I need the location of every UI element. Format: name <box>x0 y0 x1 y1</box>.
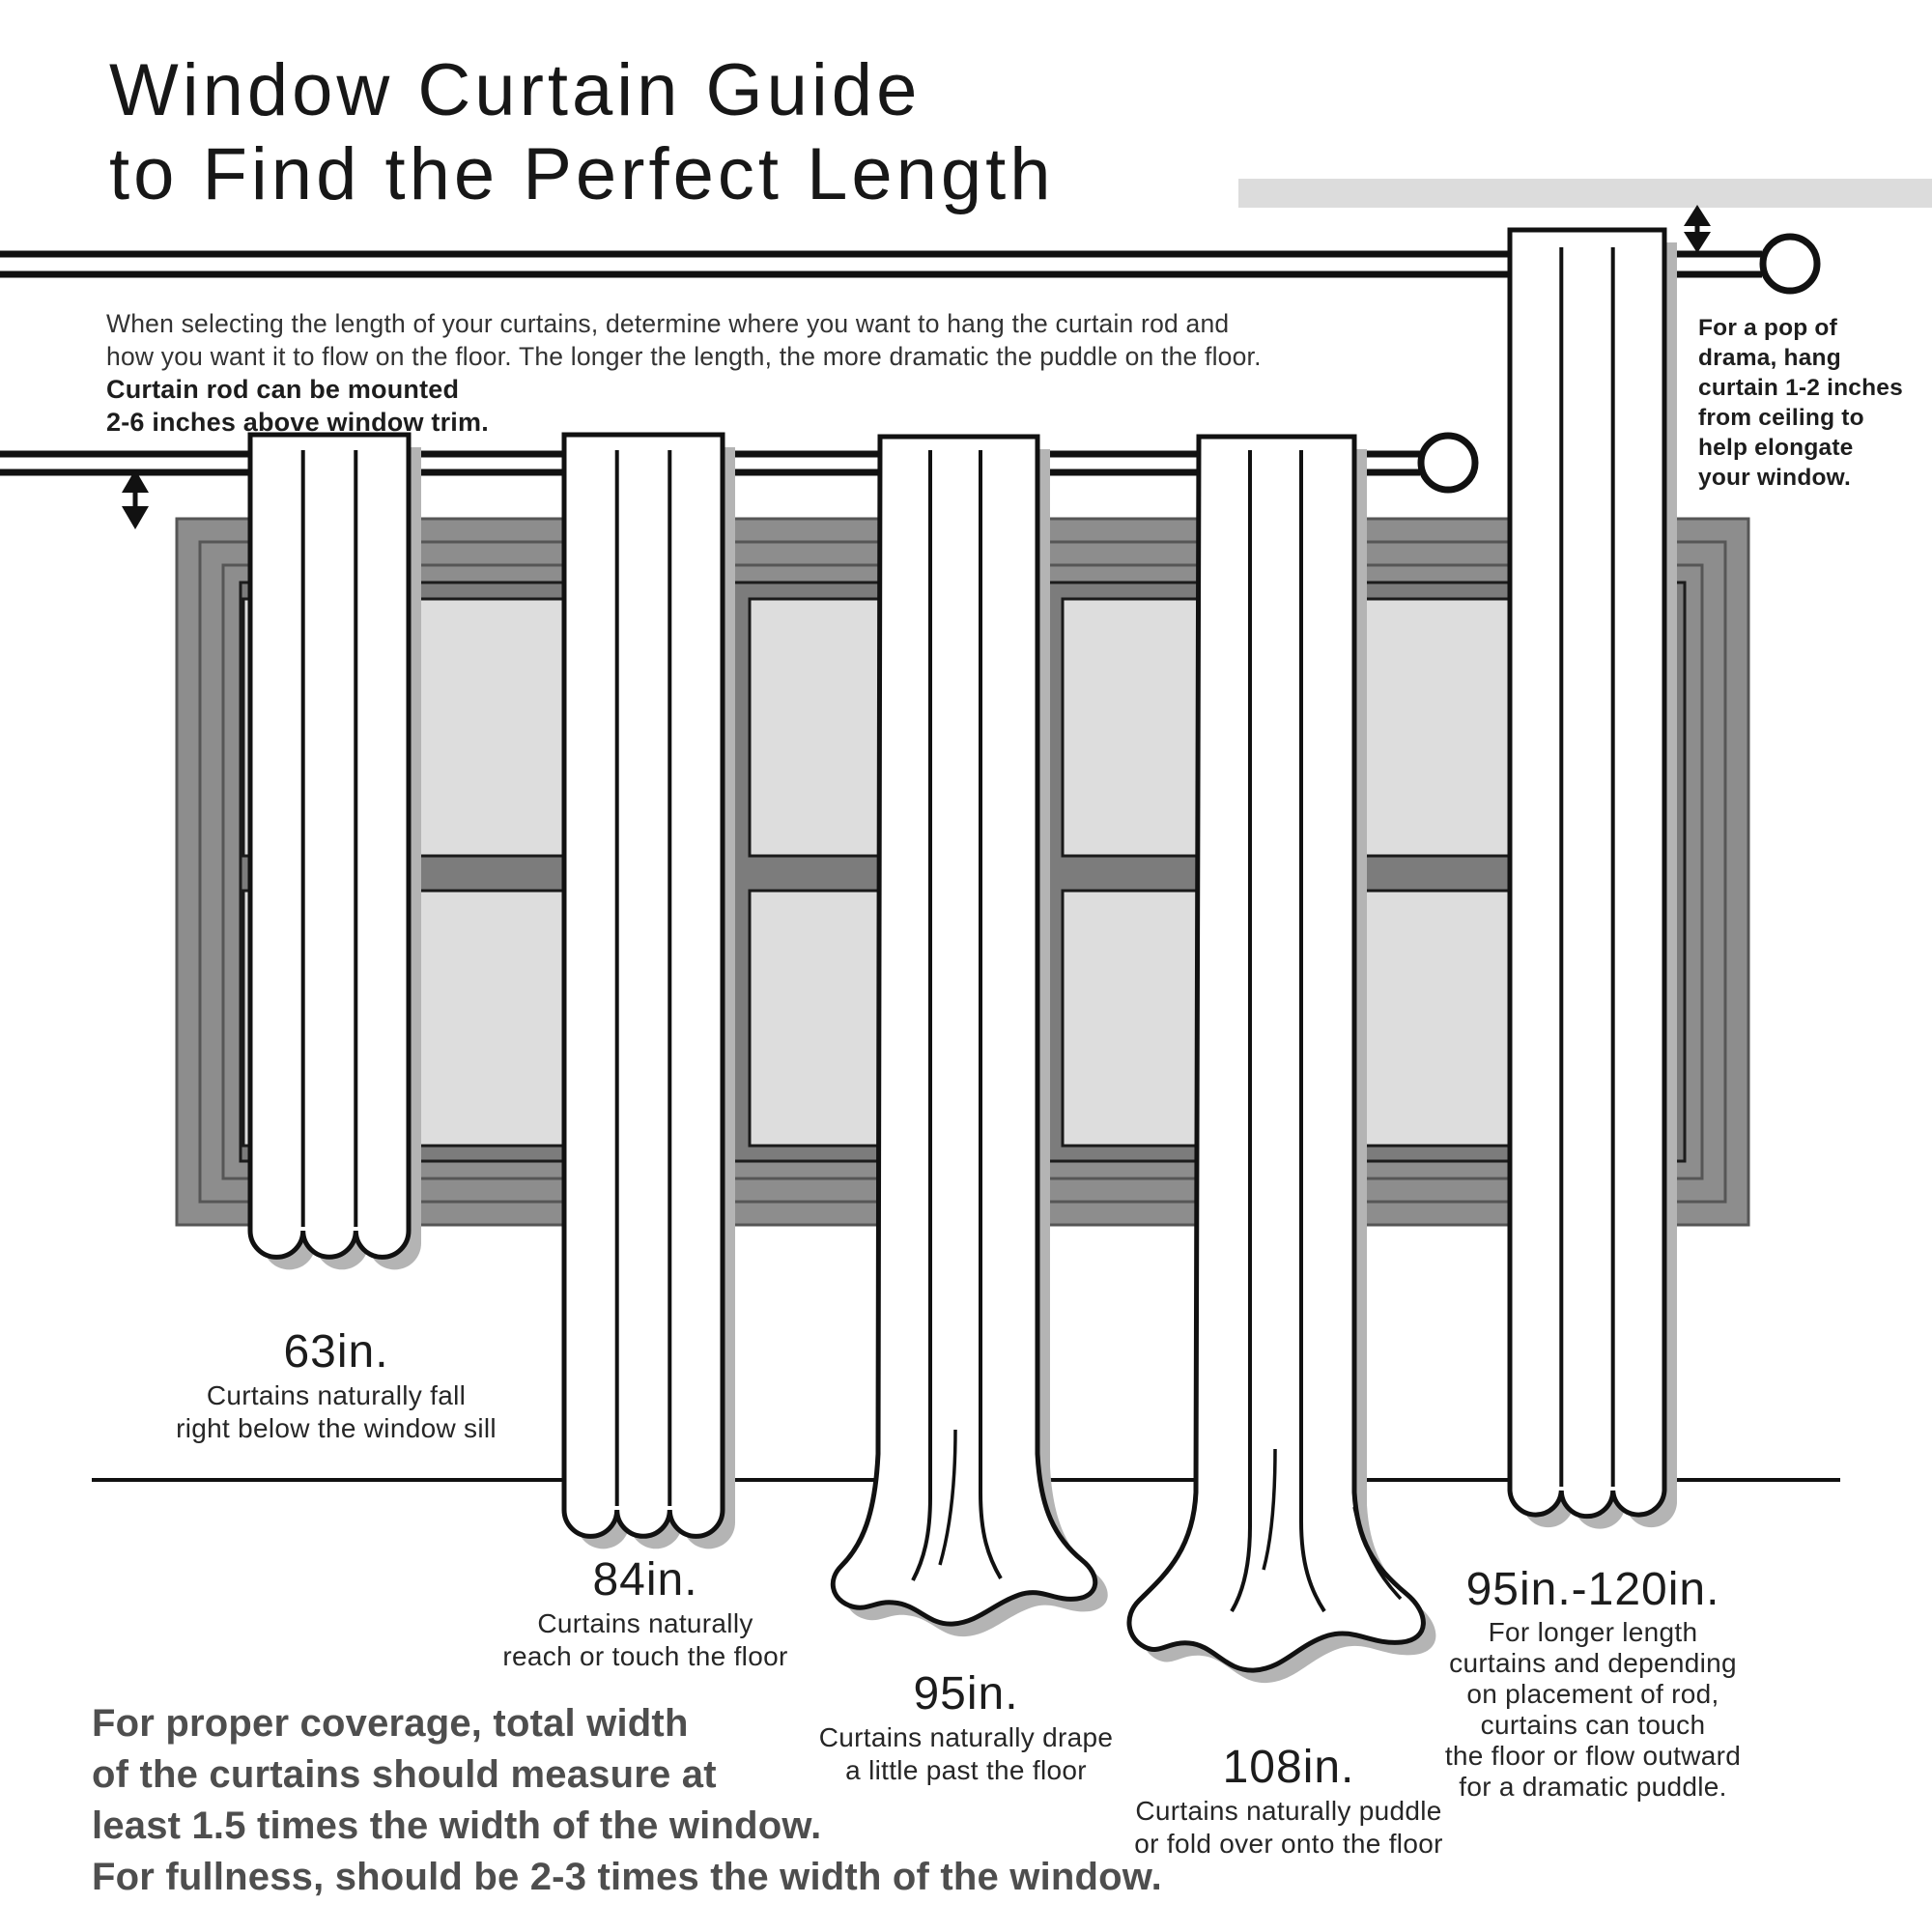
caption-63in <box>176 1325 497 1445</box>
ceiling-hang-note-line: drama, hang <box>1698 345 1841 371</box>
page-title-line-1: Window Curtain Guide <box>109 49 922 131</box>
intro-text <box>106 307 1262 373</box>
curtain-body <box>250 435 409 1257</box>
curtain-body <box>1510 230 1664 1517</box>
caption-line: Curtains naturally fall <box>206 1380 467 1410</box>
caption-line: Curtains naturally drape <box>818 1722 1114 1752</box>
caption-108in <box>1134 1741 1442 1861</box>
caption-line: right below the window sill <box>176 1413 497 1443</box>
footer-note-line: of the curtains should measure at <box>92 1753 717 1796</box>
ceiling-hang-note <box>1698 313 1903 493</box>
ceiling-gap-arrow-icon <box>1684 205 1711 253</box>
rod-height-arrow-icon <box>122 469 149 529</box>
ceiling-rod-finial <box>1763 237 1817 291</box>
main-rod-finial <box>1421 436 1475 490</box>
footer-note-line: For fullness, should be 2-3 times the width of the window. <box>92 1856 1162 1898</box>
caption-line: curtains and depending <box>1449 1648 1737 1678</box>
caption-line: for a dramatic puddle. <box>1459 1772 1727 1802</box>
intro-line: When selecting the length of your curtains, determine where you want to hang the curtain rod and <box>106 309 1230 338</box>
caption-line: curtains can touch <box>1480 1710 1706 1740</box>
curtain-length-label: 95in. <box>913 1668 1019 1719</box>
rod-mount-note <box>106 373 489 439</box>
caption-line: Curtains naturally <box>537 1608 753 1638</box>
curtain-63in <box>250 435 421 1269</box>
page-title <box>109 48 1055 216</box>
title-accent-bar <box>1238 179 1932 208</box>
ceiling-hang-note-line: curtain 1-2 inches <box>1698 375 1903 401</box>
page-title-line-2: to Find the Perfect Length <box>109 133 1055 215</box>
ceiling-hang-note-line: help elongate <box>1698 435 1854 461</box>
curtain-95-120in <box>1510 230 1677 1529</box>
caption-line: the floor or flow outward <box>1444 1741 1742 1771</box>
ceiling-hang-note-line: your window. <box>1698 465 1852 491</box>
footer-note-line: For proper coverage, total width <box>92 1702 689 1745</box>
caption-line: reach or touch the floor <box>502 1641 788 1671</box>
footer-note <box>92 1698 1162 1903</box>
curtain-body <box>564 435 723 1536</box>
ceiling-hang-note-line: For a pop of <box>1698 315 1837 341</box>
curtain-84in <box>564 435 735 1548</box>
caption-line: or fold over onto the floor <box>1134 1829 1443 1859</box>
curtain-length-label: 108in. <box>1222 1742 1355 1793</box>
curtain-length-label: 63in. <box>283 1326 389 1378</box>
caption-line: a little past the floor <box>845 1755 1087 1785</box>
ceiling-hang-note-line: from ceiling to <box>1698 405 1864 431</box>
caption-line: For longer length <box>1488 1617 1698 1647</box>
caption-95-120in <box>1445 1563 1741 1803</box>
caption-line: on placement of rod, <box>1466 1679 1719 1709</box>
footer-note-line: least 1.5 times the width of the window. <box>92 1804 822 1847</box>
rod-mount-note-line: Curtain rod can be mounted <box>106 375 460 404</box>
caption-84in <box>502 1553 787 1673</box>
curtain-length-label: 95in.-120in. <box>1465 1564 1720 1615</box>
intro-line: how you want it to flow on the floor. The longer the length, the more dramatic the puddle on the floor. <box>106 342 1262 371</box>
caption-line: Curtains naturally puddle <box>1135 1796 1442 1826</box>
rod-mount-note-line: 2-6 inches above window trim. <box>106 408 489 437</box>
curtain-length-label: 84in. <box>592 1554 698 1605</box>
